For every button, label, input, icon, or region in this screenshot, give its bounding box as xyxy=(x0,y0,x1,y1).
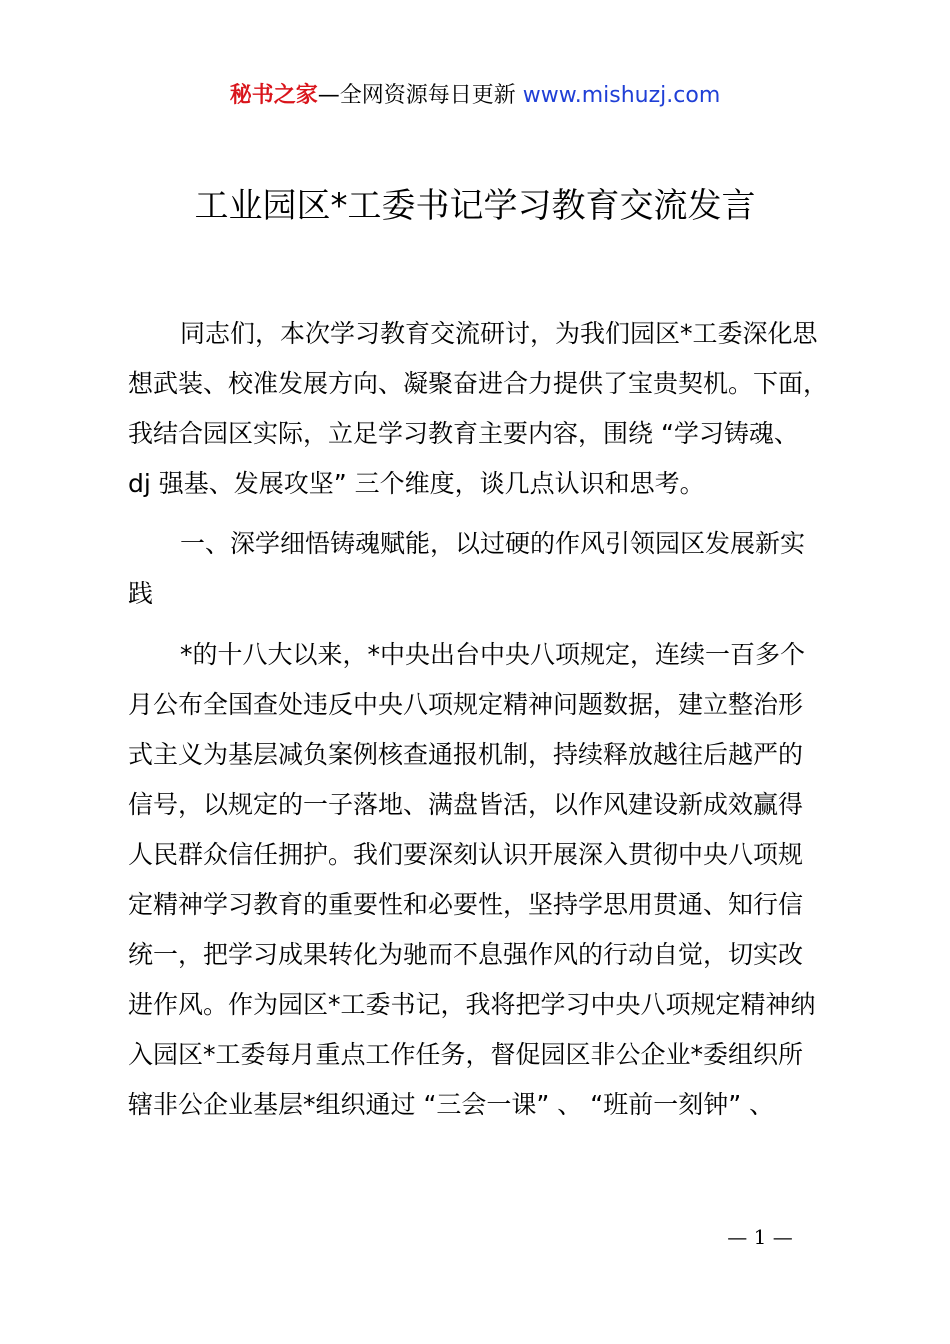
paragraph-line: 我结合园区实际，立足学习教育主要内容，围绕 “学习铸魂、 xyxy=(128,419,799,448)
paragraph-intro xyxy=(128,309,840,509)
page-number: — 1 — xyxy=(727,1225,793,1249)
site-tagline: —全网资源每日更新 xyxy=(317,83,516,108)
paragraph-line: 信号，以规定的一子落地、满盘皆活，以作风建设新成效赢得 xyxy=(128,790,804,819)
paragraph-line: 想武装、校准发展方向、凝聚奋进合力提供了宝贵契机。下面， xyxy=(128,369,829,398)
site-brand: 秘书之家 xyxy=(229,83,318,108)
paragraph-line: 进作风。作为园区*工委书记，我将把学习中央八项规定精神纳 xyxy=(128,990,816,1019)
paragraph-line: 入园区*工委每月重点工作任务，督促园区非公企业*委组织所 xyxy=(128,1040,804,1069)
site-header xyxy=(0,80,950,112)
paragraph-line: 统一，把学习成果转化为驰而不息强作风的行动自觉，切实改 xyxy=(128,940,804,969)
paragraph-line: 月公布全国查处违反中央八项规定精神问题数据，建立整治形 xyxy=(128,690,804,719)
paragraph-line: 式主义为基层减负案例核查通报机制，持续释放越往后越严的 xyxy=(128,740,804,769)
paragraph-line: 人民群众信任拥护。我们要深刻认识开展深入贯彻中央八项规 xyxy=(128,840,804,869)
site-url-link[interactable]: www.mishuzj.com xyxy=(522,83,721,108)
document-title: 工业园区*工委书记学习教育交流发言 xyxy=(194,186,756,226)
paragraph-body xyxy=(128,630,840,1130)
heading-line: 一、深学细悟铸魂赋能，以过硬的作风引领园区发展新实 xyxy=(180,529,806,558)
paragraph-line: dj 强基、发展攻坚” 三个维度，谈几点认识和思考。 xyxy=(128,469,705,498)
heading-line: 践 xyxy=(128,579,154,608)
paragraph-line: 定精神学习教育的重要性和必要性，坚持学思用贯通、知行信 xyxy=(128,890,804,919)
section-heading-1 xyxy=(128,519,840,619)
paragraph-line: *的十八大以来，*中央出台中央八项规定，连续一百多个 xyxy=(180,640,806,669)
paragraph-line: 同志们，本次学习教育交流研讨，为我们园区*工委深化思 xyxy=(180,319,818,348)
paragraph-line: 辖非公企业基层*组织通过 “三会一课” 、 “班前一刻钟” 、 xyxy=(128,1090,775,1119)
